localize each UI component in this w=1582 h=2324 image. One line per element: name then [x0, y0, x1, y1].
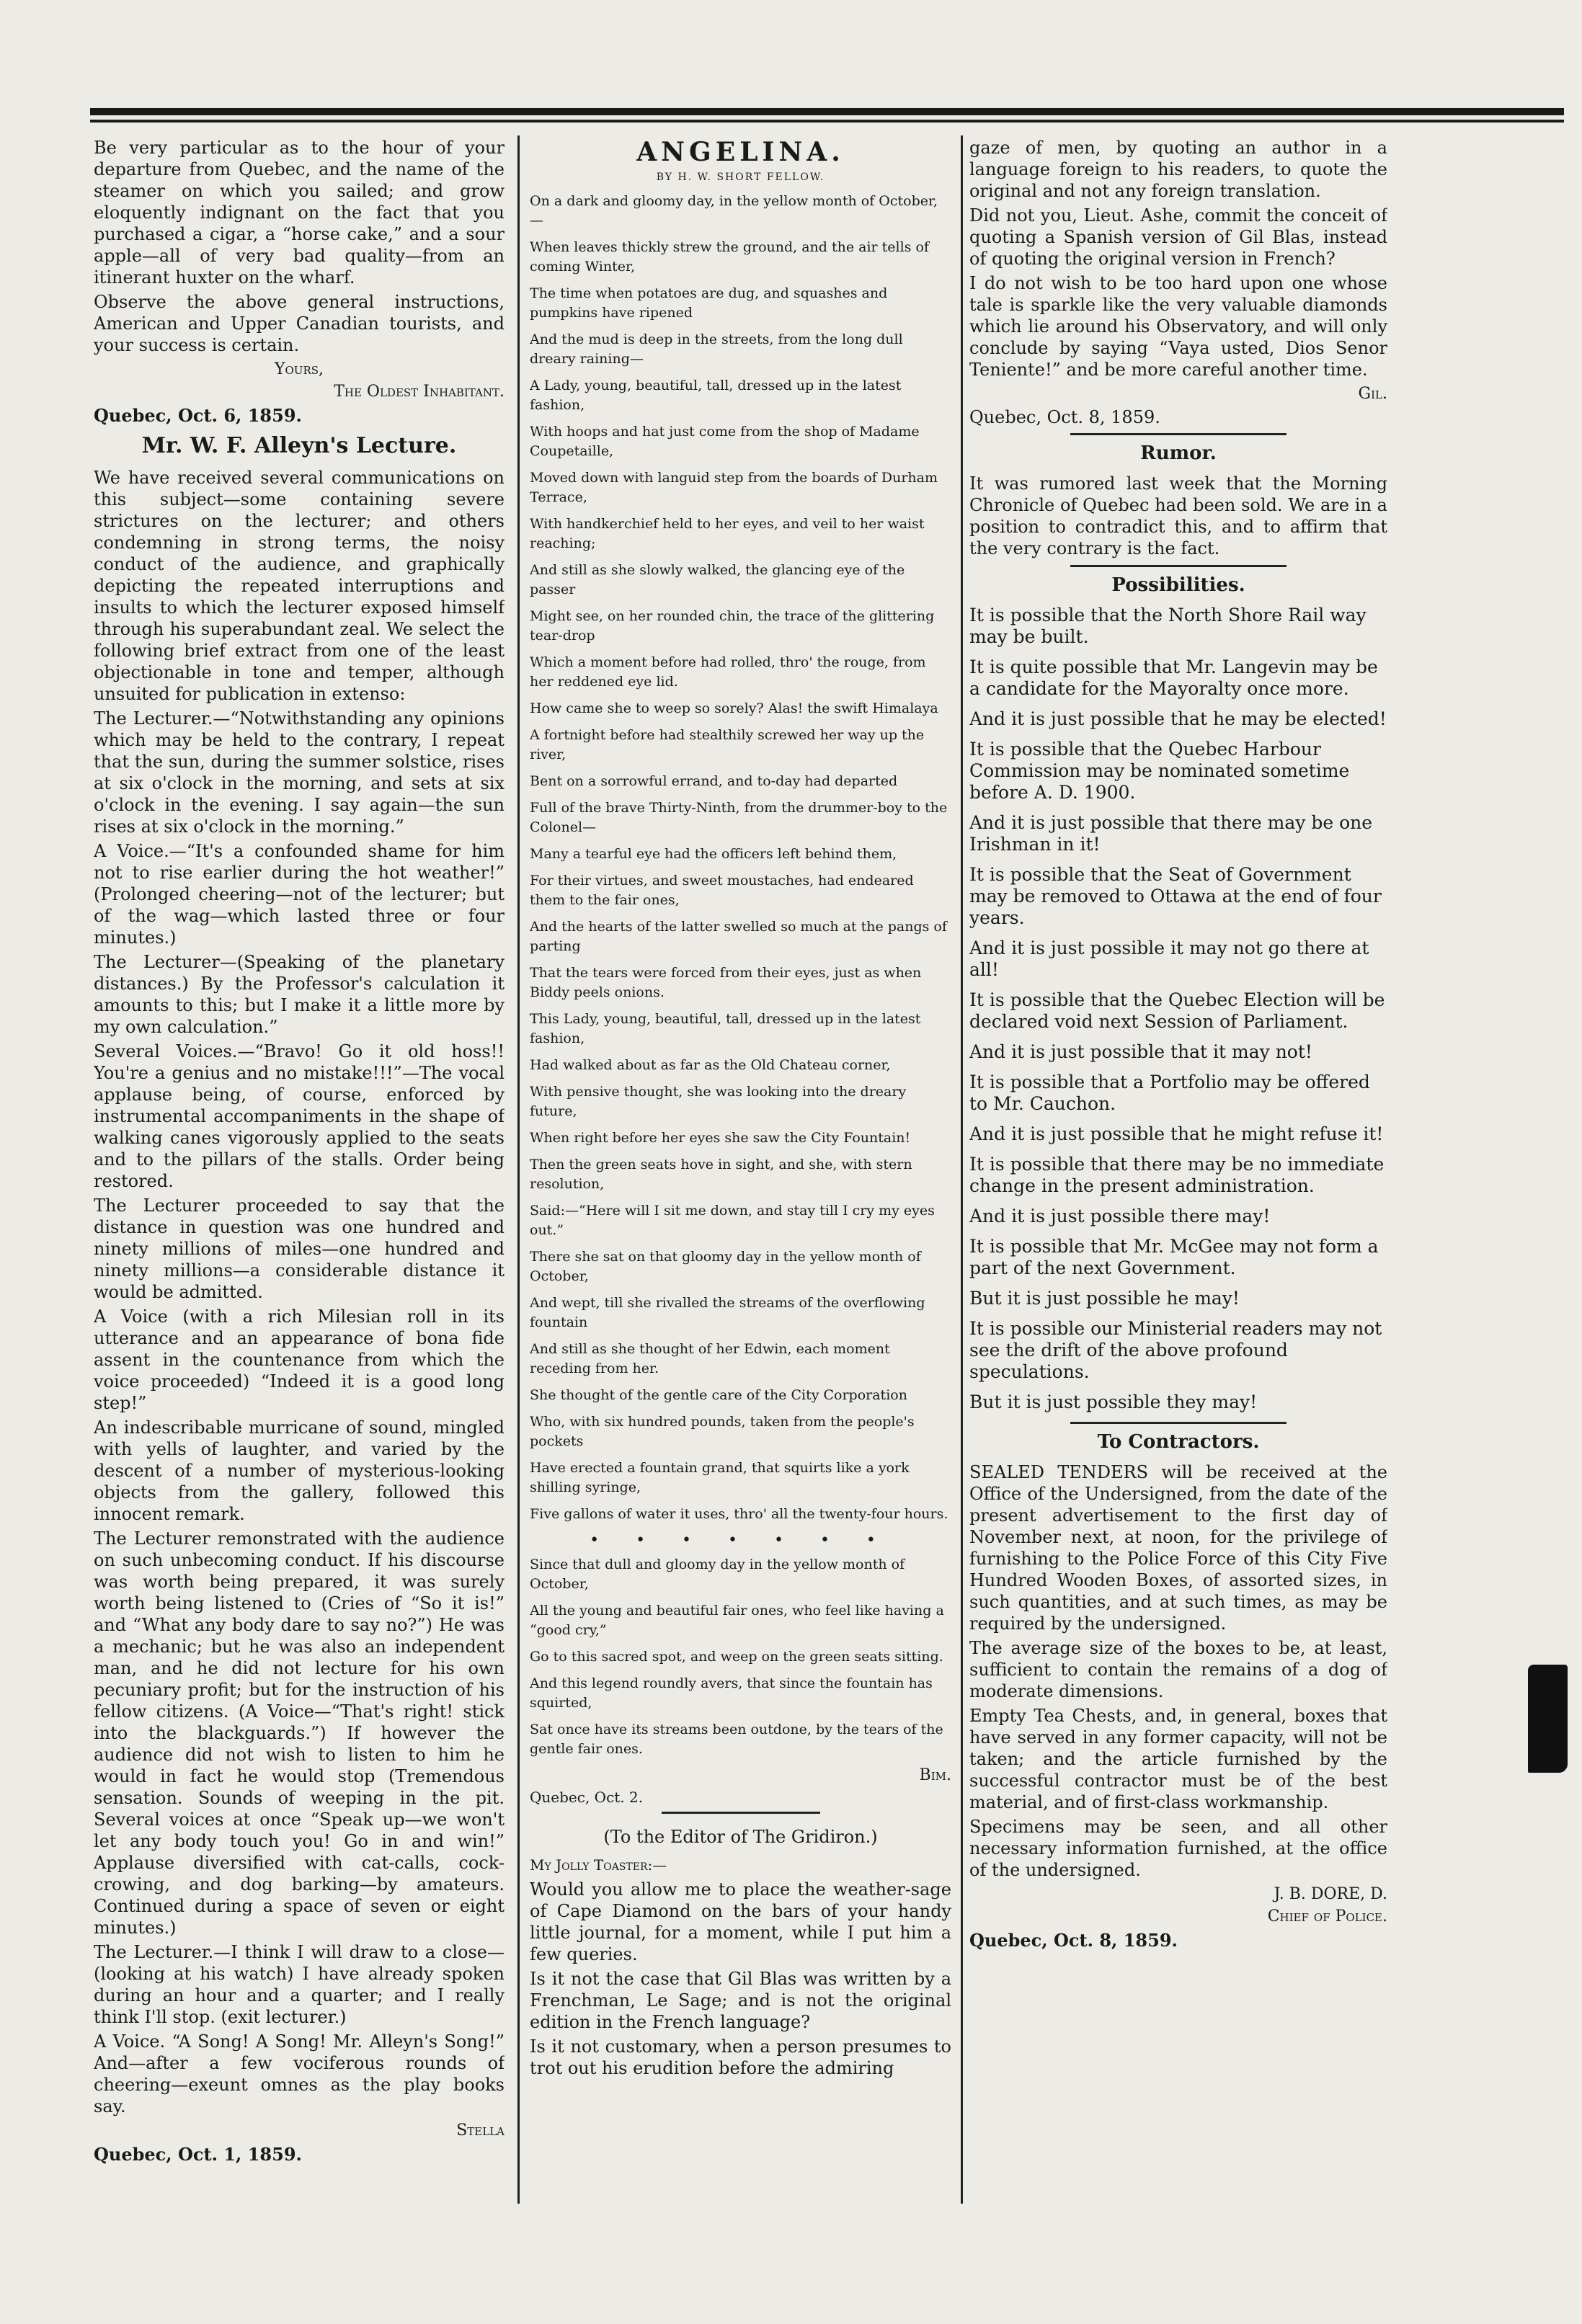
poem-line: Bent on a sorrowful errand, and to-day had departed	[530, 773, 898, 789]
editor-heading: (To the Editor of The Gridiron.)	[603, 1827, 878, 1847]
possibility-item: It is quite possible that Mr. Langevin may be a candidate for the Mayoralty once more.	[969, 656, 1378, 699]
poem-line: Moved down with languid step from the boards of Durham Terrace,	[530, 470, 938, 505]
lecture-date: Quebec, Oct. 1, 1859.	[94, 2144, 302, 2165]
poem-line: How came she to weep so sorely? Alas! the swift Himalaya	[530, 700, 938, 716]
poem-line: A fortnight before had stealthily screwed her way up the river,	[530, 727, 925, 762]
poem-line: And this legend roundly avers, that since the fountain has squirted,	[530, 1675, 933, 1711]
rumor-divider	[1070, 433, 1287, 435]
poem-line: Who, with six hundred pounds, taken from the people's pockets	[530, 1414, 915, 1449]
poem-line: Five gallons of water it uses, thro' all the twenty-four hours.	[530, 1506, 948, 1522]
lecture-paragraph: The Lecturer.—I think I will draw to a close—(looking at his watch) I have already spoken during an hour and a quarter; and I really think I'll stop. (exit lecturer.)	[94, 1942, 505, 2027]
letter-paragraph: I do not wish to be too hard upon one whose tale is sparkle like the very valuable diamonds which lie around his Observatory, and will only conclude by saying “Vaya usted, Dios Senor Teniente!” and be more careful another time.	[969, 273, 1387, 380]
poem-line: When right before her eyes she saw the City Fountain!	[530, 1130, 911, 1146]
letter-date: Quebec, Oct. 6, 1859.	[94, 405, 302, 426]
possibility-item: It is possible that there may be no immediate change in the present administration.	[969, 1154, 1385, 1196]
ink-blot	[1528, 1665, 1568, 1773]
editor-paragraph: Is it not customary, when a person presumes to trot out his erudition before the admiring	[530, 2036, 951, 2078]
possibility-item: It is possible that the Seat of Government may be removed to Ottawa at the end of four years.	[969, 864, 1382, 928]
poem-divider	[662, 1812, 820, 1814]
column-left	[94, 137, 505, 2171]
poem-line: This Lady, young, beautiful, tall, dressed up in the latest fashion,	[530, 1011, 921, 1046]
lecture-paragraph: The Lecturer proceeded to say that the distance in question was one hundred and ninety millions of miles—one hundred and ninety millions—a considerable distance it would be admitted.	[94, 1196, 505, 1302]
letter-paragraph: gaze of men, by quoting an author in a language foreign to his readers, to quote the original and not any foreign translation.	[969, 138, 1387, 201]
letter-paragraph: Did not you, Lieut. Ashe, commit the conceit of quoting a Spanish version of Gil Blas, instead of quoting the original version in French?	[969, 205, 1387, 269]
possibility-item: And it is just possible that there may be one Irishman in it!	[969, 812, 1373, 855]
poem-line: All the young and beautiful fair ones, who feel like having a “good cry,”	[530, 1603, 944, 1638]
poem-line: She thought of the gentle care of the City Corporation	[530, 1387, 907, 1403]
lecture-body	[94, 467, 505, 2117]
poem-date: Quebec, Oct. 2.	[530, 1789, 644, 1806]
possibilities-list	[969, 605, 1387, 1413]
lecture-heading: Mr. W. F. Alleyn's Lecture.	[141, 433, 457, 458]
possibilities-divider	[1070, 565, 1287, 567]
tender-paragraph: The average size of the boxes to be, at least, sufficient to contain the remains of a dog of moderate dimensions.	[969, 1638, 1387, 1701]
lecture-paragraph: Several Voices.—“Bravo! Go it old hoss!! You're a genius and no mistake!!!”—The vocal applause being, of course, enforced by instrumental accompaniments in the shape of walking canes vigorously applied to the seats and to the pillars of the stalls. Order being restored.	[94, 1041, 505, 1191]
letter-author: The Oldest Inhabitant.	[334, 383, 505, 401]
letter-body	[94, 137, 505, 356]
continued-date: Quebec, Oct. 8, 1859.	[969, 407, 1160, 427]
poem-line: And the mud is deep in the streets, from the long dull dreary raining—	[530, 331, 903, 367]
poem-line: When leaves thickly strew the ground, and the air tells of coming Winter,	[530, 239, 929, 275]
possibility-item: And it is just possible that he may be elected!	[969, 708, 1387, 729]
possibility-item: And it is just possible that he might refuse it!	[969, 1123, 1384, 1144]
letter-paragraph: Observe the above general instructions, American and Upper Canadian tourists, and your success is certain.	[94, 292, 505, 355]
editor-paragraph: Is it not the case that Gil Blas was written by a Frenchman, Le Sage; and is not the original edition in the French language?	[530, 1969, 951, 2032]
tender-sign-title: Chief of Police.	[1267, 1907, 1387, 1925]
column-middle	[530, 137, 951, 2082]
tender-paragraph: Specimens may be seen, and all other necessary information furnished, at the office of the undersigned.	[969, 1817, 1387, 1880]
poem-byline: BY H. W. SHORT FELLOW.	[656, 172, 825, 183]
tender-sign: J. B. DORE, D.	[1274, 1885, 1387, 1903]
lecture-paragraph: We have received several communications on this subject—some containing severe strictures on the lecturer; and others condemning in strong terms, the noisy conduct of the audience, and graphically depicting the repeated interruptions and insults to which the lecturer exposed himself through his superabundant zeal. We select the following brief extract from one of the least objectionable in tone and temper, although unsuited for publication in extenso:	[94, 468, 505, 704]
possibility-item: But it is just possible they may!	[969, 1392, 1258, 1412]
poem-line: On a dark and gloomy day, in the yellow month of October,—	[530, 193, 938, 228]
tender-date: Quebec, Oct. 8, 1859.	[969, 1930, 1178, 1951]
poem-line: Full of the brave Thirty-Ninth, from the drummer-boy to the Colonel—	[530, 800, 948, 835]
editor-salutation: My Jolly Toaster:—	[530, 1856, 667, 1874]
editor-body	[530, 1879, 951, 2079]
poem-title: ANGELINA.	[636, 137, 845, 167]
possibility-item: It is possible that the Quebec Election will be declared void next Session of Parliament.	[969, 989, 1385, 1032]
lecture-paragraph: A Voice.—“It's a confounded shame for him not to rise earlier during the hot weather!” (Prolonged cheering—not of the lecturer; but of the wag—which lasted three or four minutes.)	[94, 841, 505, 948]
possibility-item: It is possible that the North Shore Rail way may be built.	[969, 605, 1367, 647]
poem-line: Many a tearful eye had the officers left behind them,	[530, 846, 897, 862]
letter-sign: Yours,	[274, 360, 324, 378]
contractors-divider	[1070, 1422, 1287, 1424]
poem-line: There she sat on that gloomy day in the yellow month of October,	[530, 1249, 921, 1284]
top-rule	[90, 108, 1564, 115]
top-rule-thin	[90, 120, 1564, 123]
poem-line: With handkerchief held to her eyes, and veil to her waist reaching;	[530, 516, 925, 551]
lecture-paragraph: The Lecturer.—“Notwithstanding any opinions which may be held to the contrary, I repeat that the sun, during the summer solstice, rises at six o'clock in the morning, and sets at six o'clock in the evening. I say again—the sun rises at six o'clock in the morning.”	[94, 708, 505, 837]
possibility-item: It is possible that the Quebec Harbour Commission may be nominated sometime before A. D. 1900.	[969, 739, 1350, 803]
column-rule-2	[961, 135, 963, 2204]
poem-line: With pensive thought, she was looking into the dreary future,	[530, 1084, 907, 1119]
possibility-item: But it is just possible he may!	[969, 1288, 1240, 1309]
tender-paragraph: Empty Tea Chests, and, in general, boxes that have served in any former capacity, will not be taken; and the article furnished by the successful contractor must be of the best material, and of first-class workmanship.	[969, 1706, 1387, 1812]
lecture-paragraph: The Lecturer—(Speaking of the planetary distances.) By the Professor's calculation it amounts to this; but I make it a little more by my own calculation.”	[94, 952, 505, 1037]
contractors-heading: To Contractors.	[1097, 1431, 1260, 1453]
possibility-item: And it is just possible there may!	[969, 1206, 1271, 1226]
poem-line: Sat once have its streams been outdone, by the tears of the gentle fair ones.	[530, 1722, 943, 1757]
poem-line: And still as she slowly walked, the glancing eye of the passer	[530, 562, 905, 597]
poem-line: And wept, till she rivalled the streams of the overflowing fountain	[530, 1295, 925, 1330]
column-rule-1	[517, 135, 520, 2204]
tender-body	[969, 1461, 1387, 1881]
poem-lines-2	[530, 1555, 951, 1759]
possibility-item: It is possible our Ministerial readers may not see the drift of the above profound speculations.	[969, 1318, 1382, 1382]
letter-continued	[969, 137, 1387, 380]
possibilities-heading: Possibilities.	[1111, 574, 1245, 596]
possibility-item: And it is just possible that it may not!	[969, 1041, 1312, 1062]
poem-line: And the hearts of the latter swelled so much at the pangs of parting	[530, 919, 947, 954]
poem-line: Might see, on her rounded chin, the trace of the glittering tear-drop	[530, 608, 935, 644]
lecture-paragraph: A Voice (with a rich Milesian roll in its utterance and an appearance of bona fide assent in the countenance from which the voice proceeded) “Indeed it is a good long step!”	[94, 1306, 505, 1413]
rumor-text: It was rumored last week that the Morning Chronicle of Quebec had been sold. We are in a position to contradict this, and to affirm that the very contrary is the fact.	[969, 473, 1387, 558]
rumor-heading: Rumor.	[1140, 442, 1217, 464]
editor-paragraph: Would you allow me to place the weather-sage of Cape Diamond on the bars of your handy little journal, for a moment, while I put him a few queries.	[530, 1879, 951, 1964]
possibility-item: And it is just possible it may not go there at all!	[969, 938, 1369, 980]
poem-lines	[530, 192, 951, 1524]
possibility-item: It is possible that Mr. McGee may not form a part of the next Government.	[969, 1236, 1379, 1278]
lecture-sign: Stella	[456, 2122, 505, 2140]
poem-sign: Bim.	[919, 1766, 951, 1784]
poem-line: Then the green seats hove in sight, and she, with stern resolution,	[530, 1157, 912, 1192]
tender-paragraph: SEALED TENDERS will be received at the Office of the Undersigned, from the date of the present advertisement to the first day of November next, at noon, for the privilege of furnishing to the Police Force of this City Five Hundred Wooden Boxes, of assorted sizes, in such quantities, and at such times, as may be required by the undersigned.	[969, 1462, 1387, 1634]
poem-line: And still as she thought of her Edwin, each moment receding from her.	[530, 1341, 890, 1376]
poem-line: Go to this sacred spot, and weep on the green seats sitting.	[530, 1649, 943, 1665]
poem-line: With hoops and hat just come from the shop of Madame Coupetaille,	[530, 424, 920, 459]
lecture-paragraph: A Voice. “A Song! A Song! Mr. Alleyn's Song!” And—after a few vociferous rounds of cheering—exeunt omnes as the play books say.	[94, 2031, 505, 2116]
poem-line: The time when potatoes are dug, and squashes and pumpkins have ripened	[530, 285, 888, 321]
lecture-paragraph: An indescribable murricane of sound, mingled with yells of laughter, and varied by the descent of a number of mysterious-looking objects from the gallery, followed this innocent remark.	[94, 1417, 505, 1524]
poem-line: Since that dull and gloomy day in the yellow month of October,	[530, 1557, 905, 1592]
poem-line: A Lady, young, beautiful, tall, dressed up in the latest fashion,	[530, 378, 902, 413]
letter-paragraph: Be very particular as to the hour of your departure from Quebec, and the name of the steamer on which you sailed; and grow eloquently indignant on the fact that you purchased a cigar, a “horse cake,” and a sour apple—all of very bad quality—from an itinerant huxter on the wharf.	[94, 138, 505, 288]
poem-line: For their virtues, and sweet moustaches, had endeared them to the fair ones,	[530, 873, 914, 908]
continued-sign: Gil.	[1358, 385, 1387, 403]
poem-stars: • • • • • • •	[590, 1531, 892, 1549]
lecture-paragraph: The Lecturer remonstrated with the audience on such unbecoming conduct. If his discourse was worth being prepared, it was surely worth being listened to (Cries of “So it is!” and “What any body dare to say no?”) He was a mechanic; but he was also an independent man, and he did not lecture for his own pecuniary profit; but for the instruction of his fellow citizens. (A Voice—“That's right! stick into the blackguards.”) If however the audience did not wish to listen to him he would in fact he would stop (Tremendous sensation. Sounds of weeping in the pit. Several voices at once “Speak up—we won't let any body touch you! Go in and win!” Applause diversified with cat-calls, cock-crowing, and dog barking—by amateurs. Continued during a space of seven or eight minutes.)	[94, 1528, 505, 1938]
poem-line: Said:—“Here will I sit me down, and stay till I cry my eyes out.”	[530, 1203, 935, 1238]
poem-line: Which a moment before had rolled, thro' the rouge, from her reddened eye lid.	[530, 654, 926, 690]
poem-line: Have erected a fountain grand, that squirts like a york shilling syringe,	[530, 1460, 910, 1495]
poem-line: That the tears were forced from their eyes, just as when Biddy peels onions.	[530, 965, 922, 1000]
column-right	[969, 137, 1387, 1956]
possibility-item: It is possible that a Portfolio may be offered to Mr. Cauchon.	[969, 1072, 1370, 1114]
poem-line: Had walked about as far as the Old Chateau corner,	[530, 1057, 891, 1073]
